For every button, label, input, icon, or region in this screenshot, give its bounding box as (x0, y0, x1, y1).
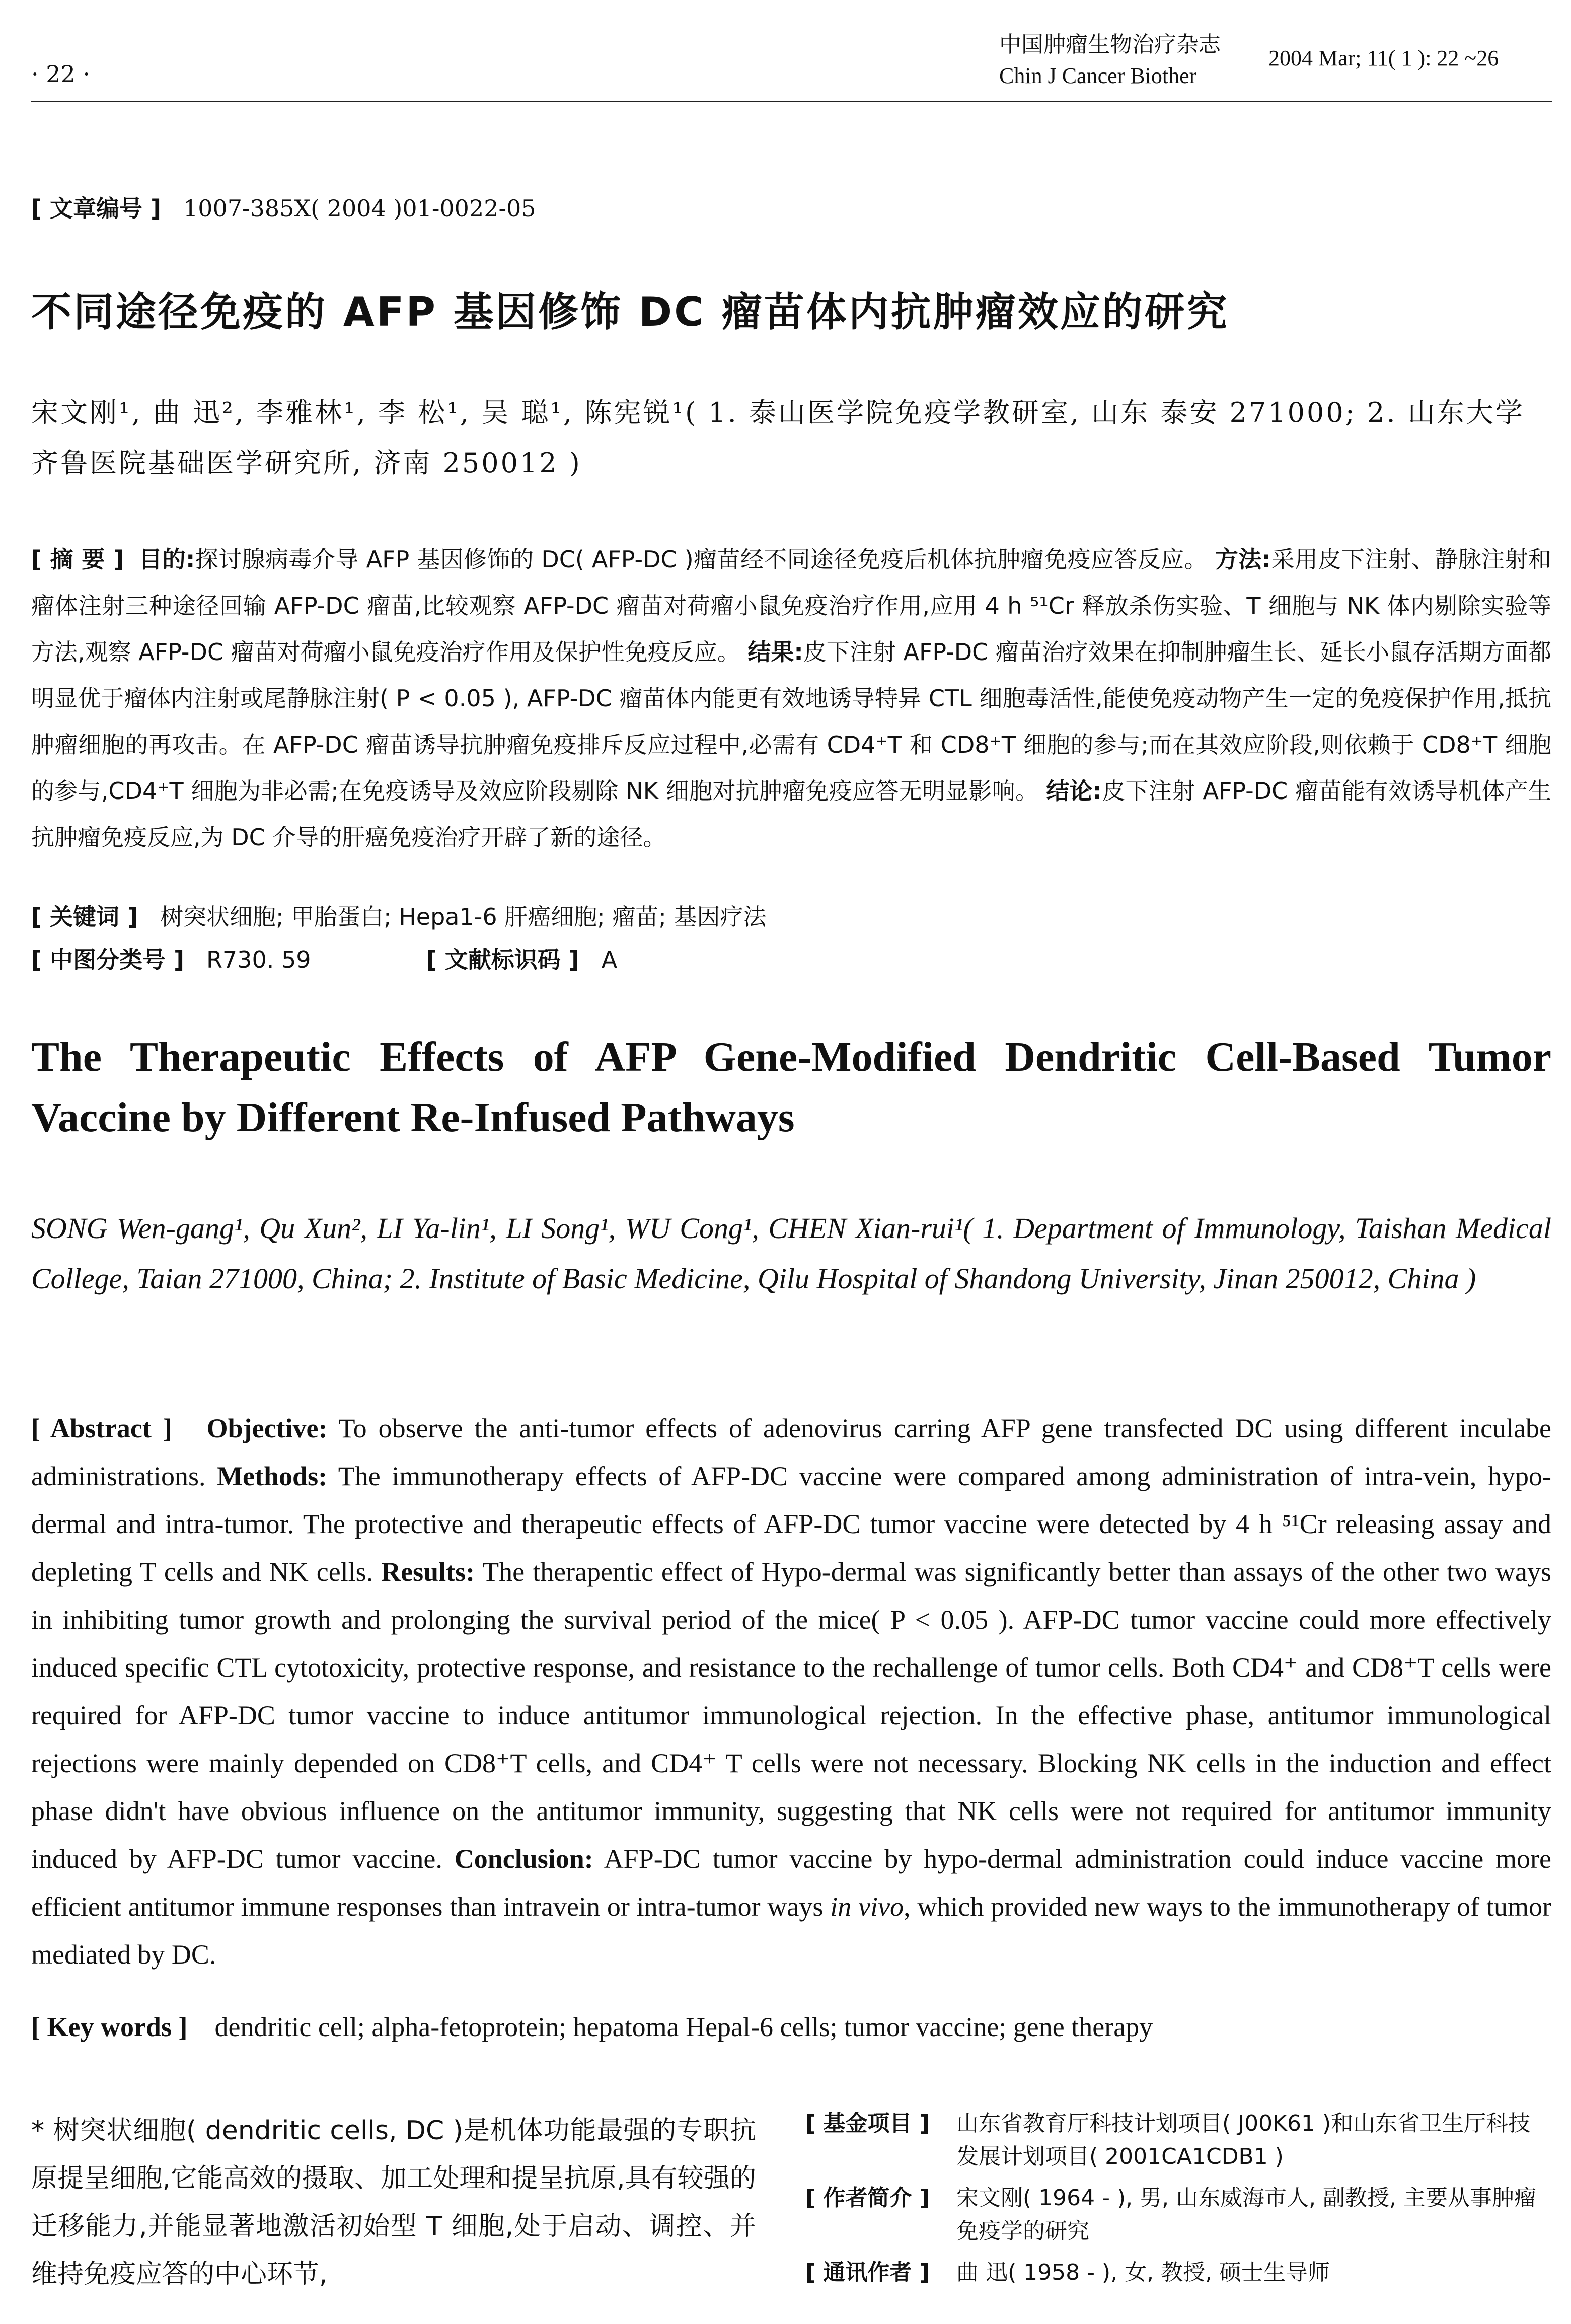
cn-keywords-text: 树突状细胞; 甲胎蛋白; Hepa1-6 肝癌细胞; 瘤苗; 基因疗法 (160, 903, 767, 930)
cn-conclusion-label: 结论: (1046, 777, 1102, 805)
en-keywords-text: dendritic cell; alpha-fetoprotein; hepatoma Hepal-6 cells; tumor vaccine; gene therapy (214, 2012, 1153, 2042)
en-conclusion-text-end: , which provided new ways to the immunotherapy of tumor mediated by DC. (31, 1892, 1551, 1970)
cn-keywords-label: [ 关键词 ] (31, 903, 138, 930)
cn-abstract (31, 536, 1551, 860)
cn-authors: 宋文刚¹, 曲 迅², 李雅林¹, 李 松¹, 吴 聪¹, 陈宪锐¹( 1. 泰山医学院免疫学教研室, 山东 泰安 271000; 2. 山东大学齐鲁医院基础医学研究所, 济南 250012 ) (31, 397, 1525, 479)
journal-name-cn: 中国肿瘤生物治疗杂志 (999, 32, 1221, 57)
page-number: · 22 · (31, 60, 91, 88)
en-method-text: The immunotherapy effects of AFP-DC vaccine were compared among administration of intra-vein, hypo-dermal and intra-tumor. The protective and therapeutic effects of AFP-DC tumor vaccine were detected by 4 h ⁵¹Cr releasing assay and depleting T cells and NK cells. (31, 1461, 1552, 1587)
journal-name-en: Chin J Cancer Biother (999, 63, 1197, 88)
footnote-label: [ 通讯作者 ] (805, 2260, 930, 2285)
footnote-corresponding (805, 2256, 1552, 2289)
footnote-text: 山东省教育厅科技计划项目( J00K61 )和山东省卫生厅科技发展计划项目( 2001CA1CDB1 ) (956, 2111, 1531, 2169)
en-authors: SONG Wen-gang¹, Qu Xun², LI Ya-lin¹, LI Song¹, WU Cong¹, CHEN Xian-rui¹( 1. Department of Immunology, Taishan Medical College, Taian 271000, China; 2. Institute of Basic Medicine, Qilu Hospital of Shandong University, Jinan 250012, China ) (31, 1212, 1551, 1295)
en-keywords (31, 2011, 1153, 2043)
header-rule (31, 101, 1552, 102)
doc-code-label: [ 文献标识码 ] (426, 946, 579, 973)
en-abstract (31, 1405, 1551, 1979)
cn-keywords (31, 899, 766, 932)
cn-objective-label: 目的: (139, 546, 195, 573)
cn-method-label: 方法: (1215, 546, 1271, 573)
cn-method-text: 采用皮下注射、静脉注射和瘤体注射三种途径回输 AFP-DC 瘤苗,比较观察 AFP-DC 瘤苗对荷瘤小鼠免疫治疗作用,应用 4 h ⁵¹Cr 释放杀伤实验、T 细胞与 NK 体内剔除实验等方法,观察 AFP-DC 瘤苗对荷瘤小鼠免疫治疗作用及保护性免疫反应。 (31, 546, 1551, 666)
clc-label: [ 中图分类号 ] (31, 946, 185, 973)
en-conclusion-text: AFP-DC tumor vaccine by hypo-dermal administration could induce vaccine more efficient antitumor immune responses than intravein or intra-tumor ways (31, 1844, 1551, 1922)
footnote-label: [ 作者简介 ] (805, 2185, 930, 2211)
footnote-funding (805, 2107, 1552, 2173)
en-result-text: The therapentic effect of Hypo-dermal was significantly better than assays of the other two ways in inhibiting tumor growth and prolonging the survival period of the mice( P < 0.05 ). AFP-DC tumor vaccine could more effectively induced specific CTL cytotoxicity, protective response, and resistance to the rechallenge of tumor cells. Both CD4⁺ and CD8⁺T cells were required for AFP-DC tumor vaccine to induce antitumor immunological rejection. In the effective phase, antitumor immunological rejections were mainly depended on CD8⁺T cells, and CD4⁺ T cells were not necessary. Blocking NK cells in the induction and effect phase didn't have obvious influence on the antitumor immunity, suggesting that NK cells were not required for antitumor immunity induced by AFP-DC tumor vaccine. (31, 1557, 1551, 1874)
footnote-label: [ 基金项目 ] (805, 2111, 930, 2136)
en-title: The Therapeutic Effects of AFP Gene-Modified Dendritic Cell-Based Tumor Vaccine by Different Re-Infused Pathways (31, 1034, 1551, 1141)
serial-label: [ 文章编号 ] (31, 195, 162, 222)
serial-value: 1007-385X( 2004 )01-0022-05 (183, 195, 536, 222)
cn-objective-text: 探讨腺病毒介导 AFP 基因修饰的 DC( AFP-DC )瘤苗经不同途径免疫后机体抗肿瘤免疫应答反应。 (195, 546, 1208, 573)
cn-conclusion-text: 皮下注射 AFP-DC 瘤苗能有效诱导机体产生抗肿瘤免疫反应,为 DC 介导的肝癌免疫治疗开辟了新的途径。 (31, 777, 1551, 851)
en-conclusion-italic: in vivo (830, 1892, 904, 1922)
doc-code-value: A (601, 946, 618, 973)
cn-title: 不同途径免疫的 AFP 基因修饰 DC 瘤苗体内抗肿瘤效应的研究 (31, 288, 1229, 335)
en-abstract-label: [ Abstract ] (31, 1413, 172, 1443)
journal-name (999, 29, 1221, 92)
footnotes (805, 2107, 1552, 2297)
article-serial (31, 190, 536, 224)
en-keywords-label: [ Key words ] (31, 2012, 188, 2042)
cn-abstract-label: [ 摘 要 ] (31, 546, 124, 573)
footnote-author-bio (805, 2182, 1552, 2248)
cn-result-text: 皮下注射 AFP-DC 瘤苗治疗效果在抑制肿瘤生长、延长小鼠存活期方面都明显优于瘤体内注射或尾静脉注射( P < 0.05 ), AFP-DC 瘤苗体内能更有效地诱导特异 CTL 细胞毒活性,能使免疫动物产生一定的免疫保护作用,抵抗肿瘤细胞的再攻击。在 AFP-DC 瘤苗诱导抗肿瘤免疫排斥反应过程中,必需有 CD4⁺T 和 CD8⁺T 细胞的参与;而在其效应阶段,则依赖于 CD8⁺T 细胞的参与,CD4⁺T 细胞为非必需;在免疫诱导及效应阶段剔除 NK 细胞对抗肿瘤免疫应答无明显影响。 (31, 638, 1551, 805)
issue-info: 2004 Mar; 11( 1 ): 22 ~26 (1268, 46, 1499, 70)
body-intro: * 树突状细胞( dendritic cells, DC )是机体功能最强的专职抗原提呈细胞,它能高效的摄取、加工处理和提呈抗原,具有较强的迁移能力,并能显著地激活初始型 T 细胞,处于启动、调控、并维持免疫应答的中心环节, (31, 2116, 756, 2289)
en-method-label: Methods: (217, 1461, 328, 1491)
en-conclusion-label: Conclusion: (454, 1844, 593, 1874)
footnote-text: 宋文刚( 1964 - ), 男, 山东威海市人, 副教授, 主要从事肿瘤免疫学的研究 (956, 2185, 1537, 2244)
footnote-text: 曲 迅( 1958 - ), 女, 教授, 硕士生导师 (956, 2260, 1330, 2285)
en-objective-text: To observe the anti-tumor effects of adenovirus carring AFP gene transfected DC using different inculabe administrations. (31, 1413, 1551, 1491)
en-objective-label: Objective: (206, 1413, 328, 1443)
clc-value: R730. 59 (206, 946, 311, 973)
en-result-label: Results: (381, 1557, 475, 1587)
cn-classification (31, 941, 617, 975)
cn-result-label: 结果: (747, 638, 803, 666)
